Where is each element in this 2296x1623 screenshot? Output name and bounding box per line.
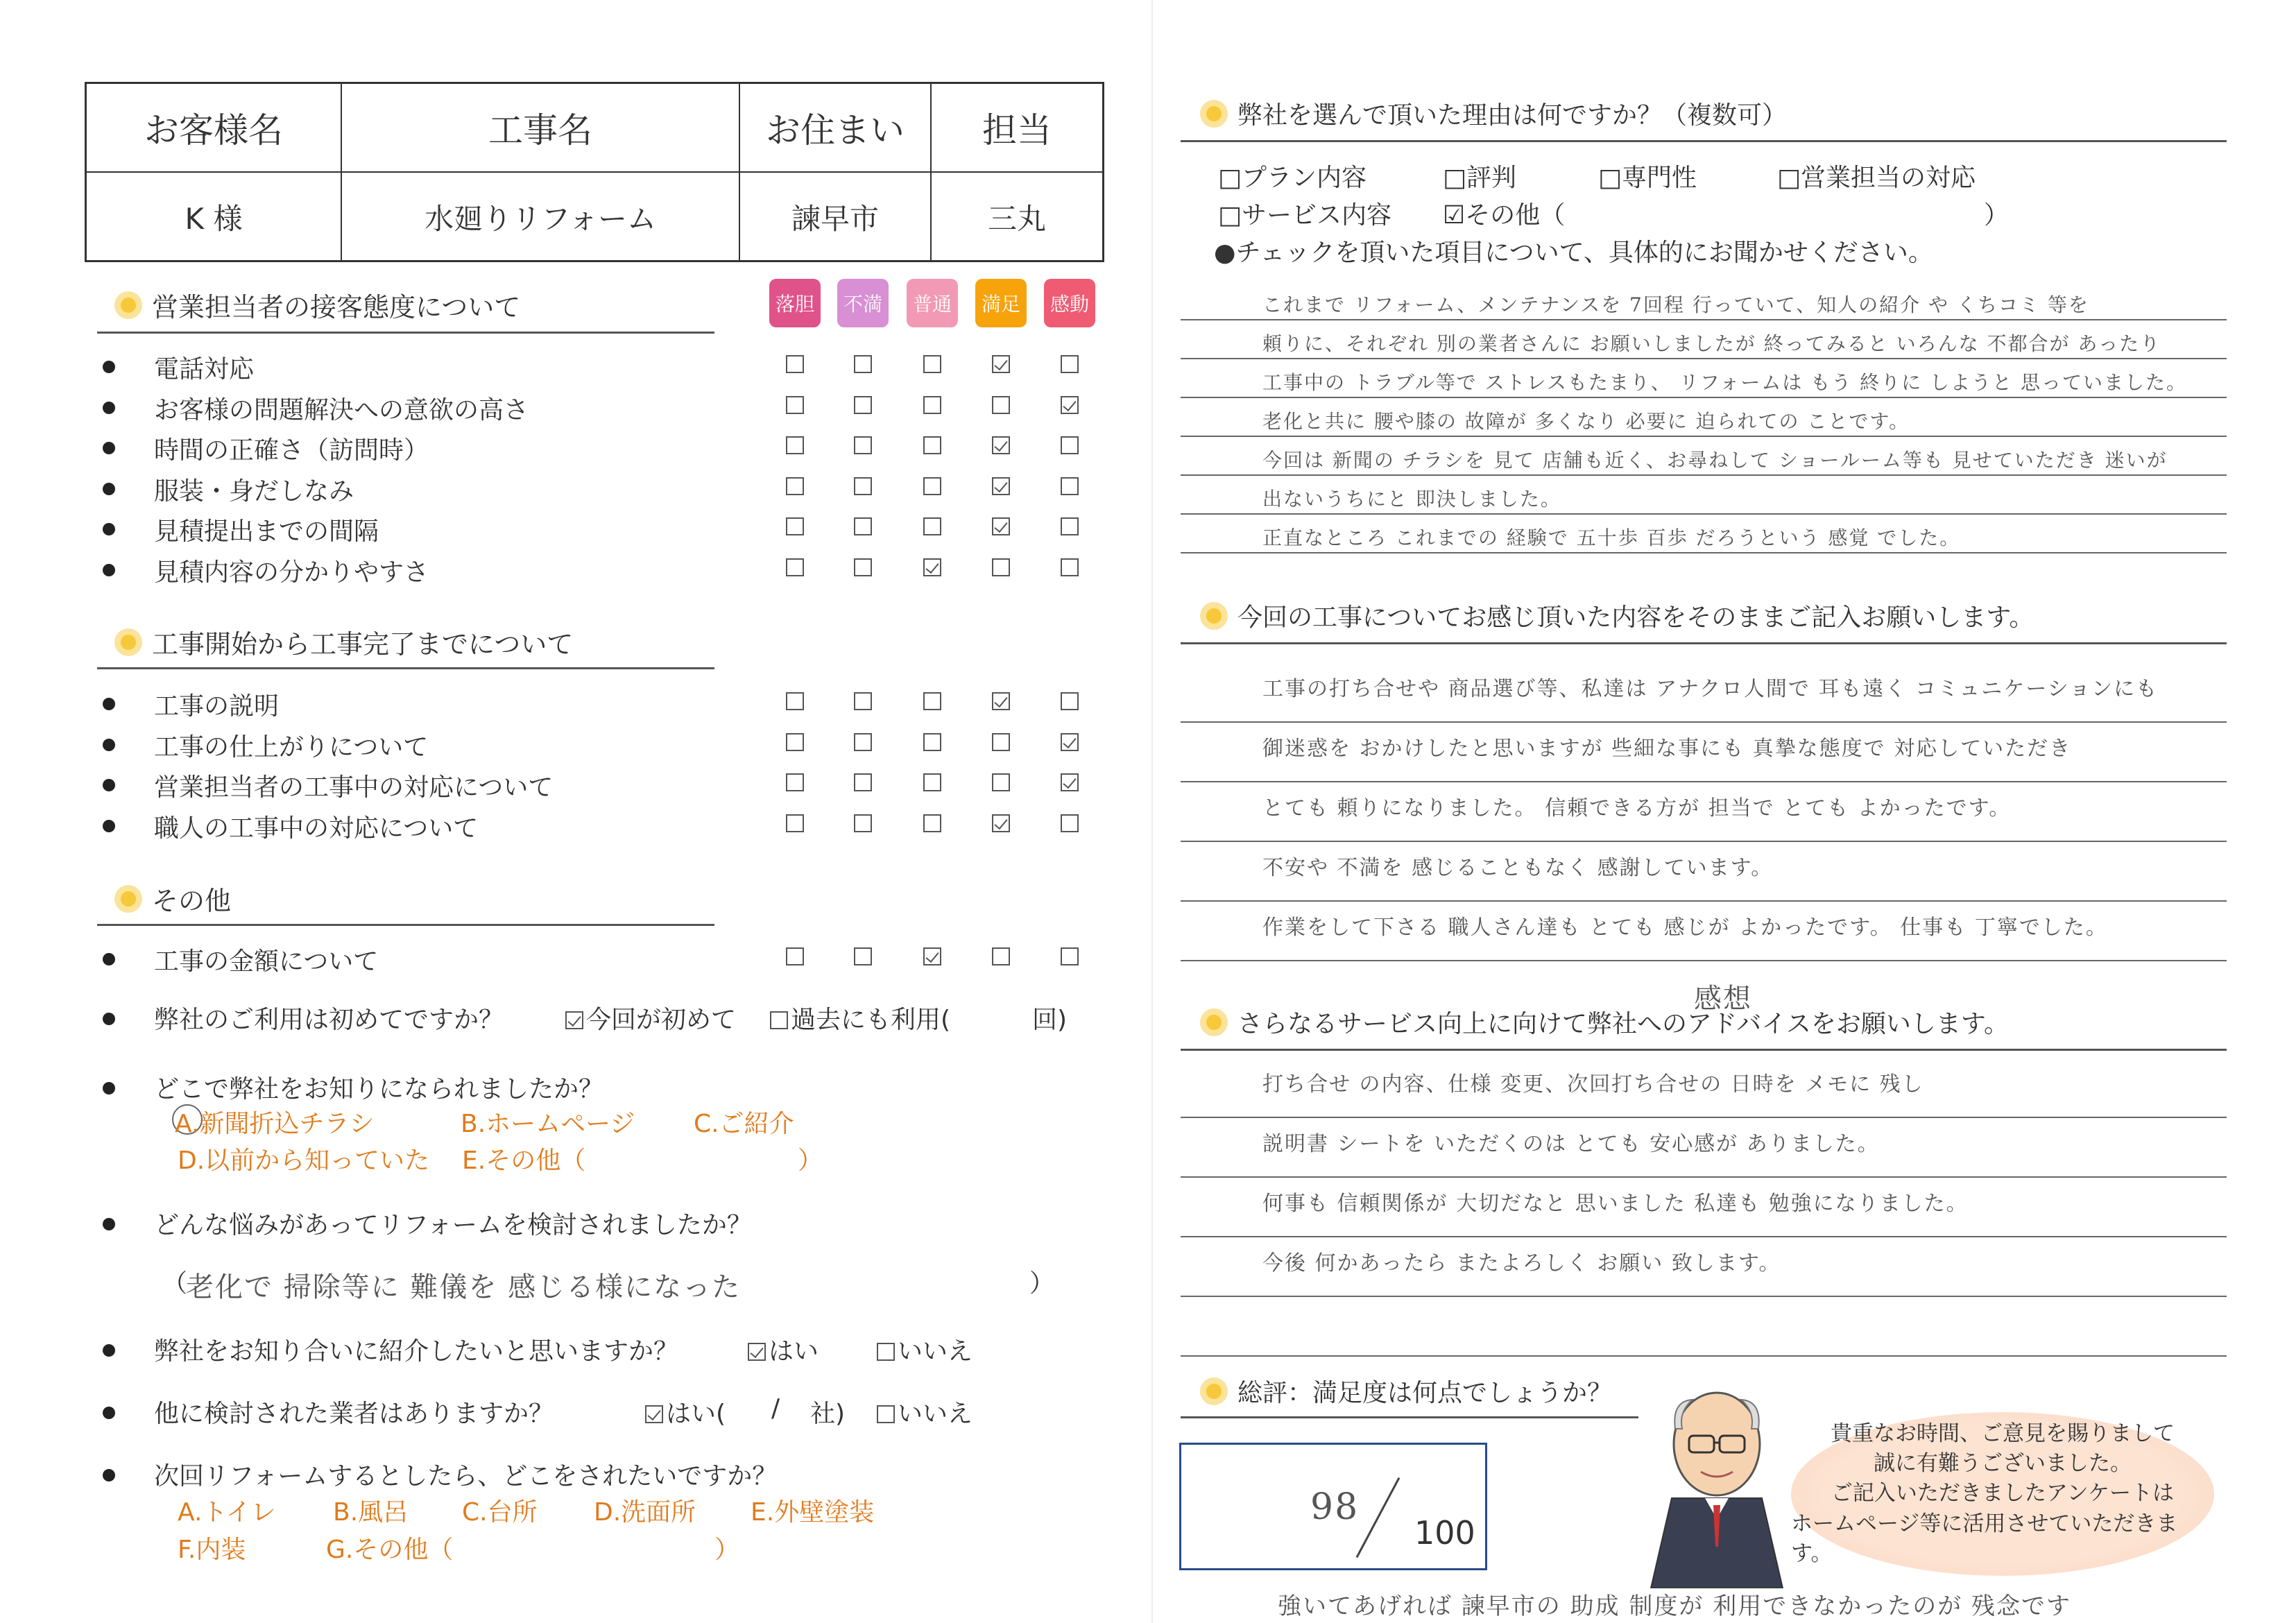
rating-checkbox[interactable] bbox=[1061, 773, 1079, 791]
reason-sales[interactable]: □営業担当の対応 bbox=[1777, 164, 1976, 192]
bullet bbox=[103, 1407, 115, 1419]
rating-checkbox[interactable] bbox=[923, 355, 941, 373]
rating-checkbox[interactable] bbox=[1061, 733, 1079, 751]
bullet bbox=[103, 1469, 115, 1482]
rating-row bbox=[0, 345, 1138, 386]
option-b[interactable]: B.ホームページ bbox=[461, 1110, 635, 1138]
rating-checkbox[interactable] bbox=[1061, 477, 1079, 495]
next-option-g-close: ） bbox=[714, 1536, 740, 1564]
next-option-g[interactable]: G.その他（ bbox=[326, 1536, 454, 1564]
next-option-a[interactable]: A.トイレ bbox=[178, 1498, 276, 1527]
handwritten-line: 打ち合せ の内容、仕様 変更、次回打ち合せの 日時を メモに 残し bbox=[1262, 1072, 1924, 1097]
worry-open: （ bbox=[162, 1269, 188, 1298]
question-next-reform: 次回リフォームするとしたら、どこをされたいですか？ bbox=[154, 1462, 778, 1491]
row-label: 工事の金額について bbox=[154, 947, 379, 976]
rating-checkbox[interactable] bbox=[854, 477, 872, 495]
bullet bbox=[103, 953, 115, 965]
option-e-close: ） bbox=[798, 1147, 823, 1175]
rating-checkbox[interactable] bbox=[786, 947, 804, 965]
handwritten-line: 今後 何かあったら またよろしく お願い 致します。 bbox=[1262, 1251, 1781, 1276]
next-option-f[interactable]: F.内装 bbox=[178, 1536, 246, 1564]
rating-checkbox[interactable] bbox=[854, 517, 872, 535]
next-option-c[interactable]: C.台所 bbox=[462, 1498, 538, 1527]
bullet bbox=[103, 739, 115, 751]
next-option-b[interactable]: B.風呂 bbox=[333, 1498, 409, 1527]
rating-checkbox[interactable] bbox=[1061, 436, 1079, 454]
handwritten-line: 不安や 不満を 感じることもなく 感謝しています。 bbox=[1262, 856, 1774, 880]
score-max: 100 bbox=[1414, 1514, 1475, 1552]
impression-title bbox=[1200, 598, 2034, 633]
question-other-vendors: 他に検討された業者はありますか？ bbox=[154, 1400, 554, 1428]
handwritten-line: 正直なところ これまでの 経験で 五十歩 百歩 だろうという 感覚 でした。 bbox=[1262, 526, 1961, 549]
rating-row bbox=[0, 764, 1138, 804]
option-d[interactable]: D.以前から知っていた bbox=[178, 1147, 430, 1175]
section-title-service bbox=[114, 286, 520, 324]
rating-checkbox[interactable] bbox=[786, 396, 804, 414]
writing-line bbox=[1181, 1236, 2227, 1237]
rating-checkbox[interactable] bbox=[992, 355, 1010, 373]
writing-line bbox=[1181, 960, 2227, 961]
col-customer: お客様名 bbox=[87, 84, 342, 171]
writing-line bbox=[1181, 900, 2227, 902]
col-staff: 担当 bbox=[982, 110, 1052, 151]
answer-past-use[interactable] bbox=[770, 1000, 950, 1036]
rating-checkbox[interactable] bbox=[992, 558, 1010, 576]
bullet bbox=[103, 1082, 115, 1094]
flower-icon bbox=[1200, 602, 1228, 630]
section-title-text: 営業担当者の接客態度について bbox=[152, 292, 521, 323]
writing-line bbox=[1181, 1176, 2227, 1178]
rating-checkbox[interactable] bbox=[1061, 558, 1079, 576]
flower-icon bbox=[114, 628, 142, 656]
rating-checkbox[interactable] bbox=[992, 814, 1010, 832]
rating-checkbox[interactable] bbox=[923, 517, 941, 535]
rating-badge: 落胆 bbox=[769, 279, 821, 327]
bullet bbox=[103, 361, 115, 373]
section-title-other bbox=[114, 879, 231, 918]
option-label: プラン内容 bbox=[1242, 164, 1367, 192]
writing-line bbox=[1181, 781, 2227, 782]
checkbox[interactable] bbox=[877, 1343, 895, 1361]
next-option-e[interactable]: E.外壁塗装 bbox=[751, 1498, 875, 1527]
thanks-line: 誠に有難うございました。 bbox=[1874, 1450, 2132, 1476]
bullet bbox=[103, 483, 115, 495]
advice-title bbox=[1200, 1004, 2009, 1040]
reason-title bbox=[1200, 96, 1787, 131]
score-note: 強いてあげれば 諫早市の 助成 制度が 利用できなかったのが 残念です bbox=[1278, 1592, 2072, 1620]
option-label: 過去にも利用( bbox=[791, 1006, 951, 1034]
rating-checkbox[interactable] bbox=[992, 947, 1010, 965]
row-label: 営業担当者の工事中の対応について bbox=[154, 773, 554, 802]
thanks-line: ホームページ等に活用させていただきます。 bbox=[1791, 1511, 2178, 1567]
reason-service[interactable]: □サービス内容 bbox=[1218, 201, 1392, 230]
rating-row bbox=[0, 427, 1138, 467]
option-label: その他（ bbox=[1465, 201, 1566, 230]
reason-detail-note: ●チェックを頂いた項目について、具体的にお聞かせください。 bbox=[1214, 239, 1933, 267]
option-label: いいえ bbox=[898, 1400, 973, 1428]
rating-checkbox[interactable] bbox=[923, 773, 941, 791]
checkbox[interactable] bbox=[748, 1343, 766, 1361]
handwritten-line: 作業をして下さる 職人さん達も とても 感じが よかったです。 仕事も 丁寧でした。 bbox=[1262, 916, 2108, 940]
flower-icon bbox=[114, 291, 142, 319]
thanks-line: 貴重なお時間、ご意見を賜りまして bbox=[1831, 1420, 2175, 1446]
rating-badge: 満足 bbox=[975, 279, 1027, 327]
rating-checkbox[interactable] bbox=[992, 773, 1010, 791]
other-vendors-yes[interactable] bbox=[645, 1394, 726, 1429]
option-label: 営業担当の対応 bbox=[1801, 164, 1976, 192]
rating-checkbox[interactable] bbox=[786, 517, 804, 535]
handwritten-line: 何事も 信頼関係が 大切だなと 思いました 私達も 勉強になりました。 bbox=[1262, 1192, 1969, 1216]
rating-checkbox[interactable] bbox=[1061, 947, 1079, 965]
col-address: お住まい bbox=[740, 84, 932, 171]
checkbox[interactable] bbox=[877, 1405, 895, 1423]
section-title-text: 弊社を選んで頂いた理由は何ですか？（複数可） bbox=[1237, 101, 1788, 130]
writing-line bbox=[1181, 513, 2227, 515]
bullet bbox=[103, 1344, 115, 1357]
section-title-text: 総評：満足度は何点でしょうか？ bbox=[1237, 1379, 1613, 1407]
rating-checkbox[interactable] bbox=[786, 733, 804, 751]
writing-line bbox=[1181, 721, 2227, 723]
option-label: サービス内容 bbox=[1242, 201, 1392, 230]
introduce-yes[interactable] bbox=[748, 1332, 819, 1367]
worry-answer: 老化で 掃除等に 難儀を 感じる様になった bbox=[186, 1271, 742, 1303]
rating-checkbox[interactable] bbox=[923, 947, 941, 965]
bullet bbox=[103, 1218, 115, 1230]
col-work: 工事名 bbox=[342, 84, 740, 171]
rating-checkbox[interactable] bbox=[1061, 692, 1079, 710]
writing-line bbox=[1181, 436, 2227, 437]
row-label: 職人の工事中の対応について bbox=[154, 814, 479, 843]
question-how-know: どこで弊社をお知りになられましたか？ bbox=[154, 1075, 604, 1104]
section-title-text: その他 bbox=[152, 886, 232, 916]
rating-checkbox[interactable] bbox=[992, 396, 1010, 414]
row-label: 見積内容の分かりやすさ bbox=[154, 558, 429, 587]
answer-first-time[interactable] bbox=[565, 1000, 736, 1036]
rating-checkbox[interactable] bbox=[992, 517, 1010, 535]
address: 諫早市 bbox=[740, 173, 932, 261]
rating-row bbox=[0, 386, 1138, 427]
flower-icon bbox=[1200, 100, 1228, 128]
rating-checkbox[interactable] bbox=[786, 692, 804, 710]
flower-icon bbox=[114, 885, 142, 913]
bullet bbox=[103, 779, 115, 791]
section-title-text: 今回の工事についてお感じ頂いた内容をそのままご記入お願いします。 bbox=[1237, 603, 2034, 632]
rating-checkbox[interactable] bbox=[992, 477, 1010, 495]
rating-checkbox[interactable] bbox=[786, 773, 804, 791]
reason-expertise[interactable]: □専門性 bbox=[1598, 164, 1697, 192]
rating-badge: 感動 bbox=[1044, 279, 1095, 327]
reason-other-close: ） bbox=[1984, 201, 2010, 230]
question-worry: どんな悩みがあってリフォームを検討されましたか？ bbox=[154, 1211, 752, 1239]
rating-row bbox=[0, 682, 1138, 723]
customer-name: K 様 bbox=[87, 173, 342, 261]
row-label: 工事の説明 bbox=[154, 692, 280, 721]
handwritten-line: 工事の打ち合せや 商品選び等、私達は アナクロ人間で 耳も遠く コミュニケーションにも bbox=[1262, 677, 2159, 701]
writing-line bbox=[1181, 397, 2227, 398]
handwritten-line: 出ないうちにと 即決しました。 bbox=[1262, 488, 1561, 510]
rating-badge: 不満 bbox=[837, 279, 889, 327]
handwritten-line: 説明書 シートを いただくのは とても 安心感が ありました。 bbox=[1262, 1132, 1880, 1156]
bullet bbox=[103, 820, 115, 832]
handwritten-line: 頼りに、それぞれ 別の業者さんに お願いしましたが 終ってみると いろんな 不都合が あったり bbox=[1262, 332, 2161, 355]
reason-other[interactable]: ☑その他（ bbox=[1443, 201, 1566, 230]
row-label: 服装・身だしなみ bbox=[154, 476, 354, 506]
handwritten-line: これまで リフォーム、メンテナンスを 7回程 行っていて、知人の紹介 や くちコミ 等を bbox=[1262, 293, 2089, 316]
rating-checkbox[interactable] bbox=[786, 558, 804, 576]
rating-row bbox=[0, 467, 1138, 508]
rating-checkbox[interactable] bbox=[786, 355, 804, 373]
rating-row bbox=[0, 938, 1138, 978]
rating-checkbox[interactable] bbox=[923, 558, 941, 576]
rating-checkbox[interactable] bbox=[854, 436, 872, 454]
handwritten-line: 今回は 新聞の チラシを 見て 店舗も近く、お尋ねして ショールーム等も 見せていただき 迷いが bbox=[1262, 449, 2168, 472]
rating-checkbox[interactable] bbox=[923, 396, 941, 414]
score-box bbox=[1179, 1443, 1487, 1570]
rating-checkbox[interactable] bbox=[854, 396, 872, 414]
other-vendors-unit: 社) bbox=[810, 1400, 846, 1428]
option-label: 専門性 bbox=[1622, 164, 1697, 192]
option-label: 今回が初めて bbox=[586, 1006, 737, 1034]
row-label: 見積提出までの間隔 bbox=[154, 517, 379, 546]
writing-line bbox=[1181, 841, 2227, 842]
rating-checkbox[interactable] bbox=[923, 733, 941, 751]
rating-badge: 普通 bbox=[907, 279, 958, 327]
row-label: 電話対応 bbox=[154, 355, 255, 384]
worry-close: ） bbox=[1029, 1269, 1055, 1298]
writing-line bbox=[1181, 1117, 2227, 1118]
writing-line bbox=[1181, 1296, 2227, 1297]
rating-checkbox[interactable] bbox=[854, 558, 872, 576]
row-label: 時間の正確さ（訪問時） bbox=[154, 436, 429, 465]
option-a[interactable]: A.新聞折込チラシ bbox=[175, 1110, 375, 1138]
question-first-time: 弊社のご利用は初めてですか？ bbox=[154, 1006, 504, 1034]
rating-checkbox[interactable] bbox=[923, 477, 941, 495]
score-value: 98 bbox=[1310, 1486, 1360, 1528]
answer-times-suffix: 回) bbox=[1032, 1006, 1068, 1034]
checkbox[interactable] bbox=[565, 1011, 583, 1029]
rating-checkbox[interactable] bbox=[786, 477, 804, 495]
handwritten-line: 御迷惑を おかけしたと思いますが 些細な事にも 真摯な態度で 対応していただき bbox=[1262, 737, 2072, 761]
rating-checkbox[interactable] bbox=[854, 733, 872, 751]
staff-name: 三丸 bbox=[987, 202, 1046, 236]
section-title-text: 工事開始から工事完了までについて bbox=[152, 629, 574, 660]
handwritten-line: とても 頼りになりました。 信頼できる方が 担当で とても よかったです。 bbox=[1262, 796, 2012, 821]
option-label: いいえ bbox=[898, 1337, 973, 1366]
customer-table bbox=[85, 82, 1104, 262]
rating-row bbox=[0, 723, 1138, 764]
reason-plan[interactable]: □プラン内容 bbox=[1218, 164, 1367, 192]
rating-checkbox[interactable] bbox=[854, 773, 872, 791]
bullet bbox=[103, 1013, 115, 1025]
option-label: はい bbox=[769, 1337, 819, 1366]
row-label: お客様の問題解決への意欲の高さ bbox=[154, 395, 529, 424]
rating-row bbox=[0, 508, 1138, 548]
handwritten-line: 老化と共に 腰や膝の 故障が 多くなり 必要に 迫られての ことです。 bbox=[1262, 410, 1910, 433]
option-e[interactable]: E.その他（ bbox=[462, 1147, 586, 1175]
row-label: 工事の仕上がりについて bbox=[154, 732, 429, 762]
bullet bbox=[103, 564, 115, 576]
score-title bbox=[1200, 1373, 1612, 1409]
question-introduce: 弊社をお知り合いに紹介したいと思いますか？ bbox=[154, 1337, 679, 1366]
other-vendors-slash: / bbox=[771, 1394, 780, 1423]
rating-checkbox[interactable] bbox=[786, 814, 804, 832]
rating-checkbox[interactable] bbox=[923, 436, 941, 454]
rating-checkbox[interactable] bbox=[1061, 355, 1079, 373]
writing-line bbox=[1181, 474, 2227, 476]
writing-line bbox=[1181, 319, 2227, 320]
next-option-d[interactable]: D.洗面所 bbox=[594, 1498, 696, 1527]
rating-checkbox[interactable] bbox=[1061, 396, 1079, 414]
rating-checkbox[interactable] bbox=[786, 436, 804, 454]
handwritten-line: 工事中の トラブル等で ストレスもたまり、 リフォームは もう 終りに しようと 思っていました。 bbox=[1262, 371, 2187, 394]
option-label: 評判 bbox=[1466, 164, 1517, 192]
thanks-bubble bbox=[1791, 1412, 2214, 1576]
rating-checkbox[interactable] bbox=[992, 733, 1010, 751]
thanks-line: ご記入いただきましたアンケートは bbox=[1831, 1481, 2175, 1506]
rating-checkbox[interactable] bbox=[992, 436, 1010, 454]
rating-checkbox[interactable] bbox=[1061, 814, 1079, 832]
writing-line bbox=[1181, 552, 2227, 553]
introduce-no[interactable] bbox=[877, 1332, 973, 1367]
work-name: 水廻りリフォーム bbox=[342, 173, 740, 261]
rating-checkbox[interactable] bbox=[992, 692, 1010, 710]
checkbox[interactable] bbox=[770, 1011, 788, 1029]
bullet bbox=[103, 523, 115, 535]
bullet bbox=[103, 698, 115, 710]
option-c[interactable]: C.ご紹介 bbox=[694, 1110, 794, 1138]
bullet bbox=[103, 442, 115, 454]
rating-row bbox=[0, 805, 1138, 845]
checkbox[interactable] bbox=[645, 1405, 663, 1423]
rating-row bbox=[0, 549, 1138, 589]
writing-line bbox=[1181, 358, 2227, 359]
rating-checkbox[interactable] bbox=[854, 947, 872, 965]
advice-note: 感想 bbox=[1694, 983, 1752, 1015]
section-title-work bbox=[114, 623, 573, 661]
writing-line bbox=[1181, 1355, 2227, 1357]
other-vendors-no[interactable] bbox=[877, 1394, 973, 1429]
rating-checkbox[interactable] bbox=[923, 814, 941, 832]
rating-checkbox[interactable] bbox=[923, 692, 941, 710]
flower-icon bbox=[1200, 1008, 1228, 1036]
option-label: はい( bbox=[666, 1400, 726, 1428]
reason-reputation[interactable]: □評判 bbox=[1443, 164, 1517, 192]
rating-checkbox[interactable] bbox=[854, 692, 872, 710]
rating-checkbox[interactable] bbox=[1061, 517, 1079, 535]
mascot-icon bbox=[1623, 1380, 1810, 1588]
section-title-text: さらなるサービス向上に向けて弊社へのアドバイスをお願いします。 bbox=[1237, 1010, 2010, 1038]
rating-checkbox[interactable] bbox=[854, 355, 872, 373]
flower-icon bbox=[1200, 1377, 1228, 1405]
bullet bbox=[103, 402, 115, 414]
rating-checkbox[interactable] bbox=[854, 814, 872, 832]
